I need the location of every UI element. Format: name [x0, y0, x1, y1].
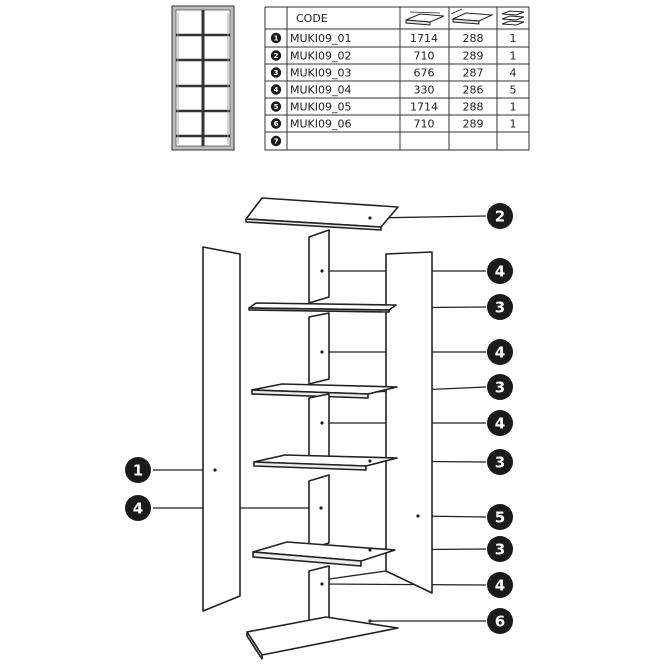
- table-row: [271, 50, 517, 63]
- callout-badge: [487, 536, 513, 562]
- part-length: 710: [413, 117, 435, 131]
- callout-badge: [487, 258, 513, 284]
- callout-number: 4: [132, 499, 144, 518]
- part-quantity: 1: [509, 100, 517, 114]
- table-row: [271, 84, 517, 97]
- callout-badge: [487, 410, 513, 436]
- callout-number: 4: [494, 414, 506, 433]
- part-width: 289: [462, 117, 484, 131]
- part-code: MUKI09_03: [290, 66, 352, 80]
- callout-number: 2: [494, 207, 506, 226]
- part-width: 287: [462, 66, 484, 80]
- divider-3: [309, 394, 329, 464]
- part-quantity: 1: [509, 32, 517, 45]
- callout-badge: [487, 449, 513, 475]
- row-number: 6: [273, 120, 279, 129]
- row-number: 1: [273, 34, 279, 43]
- part-code: MUKI09_01: [290, 32, 352, 45]
- code-header: CODE: [296, 12, 328, 25]
- panel-width-icon: [451, 9, 492, 24]
- shelf-4: [253, 542, 395, 566]
- row-number: 2: [273, 52, 279, 61]
- row-number: 3: [273, 69, 279, 78]
- callout-badge: [487, 294, 513, 320]
- callout-number: 3: [494, 378, 506, 397]
- callout-number: 4: [494, 576, 506, 595]
- panel-length-icon: [406, 12, 444, 25]
- divider-2: [309, 313, 329, 384]
- shelf-1: [249, 303, 396, 312]
- exploded-view: [125, 198, 513, 659]
- table-row: [271, 118, 517, 131]
- callout-badge: [487, 339, 513, 365]
- part-quantity: 4: [509, 66, 517, 80]
- callout-number: 3: [494, 298, 506, 317]
- parts-table: [265, 7, 529, 150]
- table-row: [271, 67, 517, 80]
- callout-badge: [487, 608, 513, 634]
- callout-badge: [487, 572, 513, 598]
- part-length: 1714: [410, 32, 438, 45]
- row-number: 4: [273, 86, 279, 95]
- part-code: MUKI09_04: [290, 83, 352, 97]
- part-length: 676: [413, 66, 435, 80]
- table-row: [271, 32, 517, 45]
- table-row: [271, 136, 281, 146]
- callout-badge: [125, 457, 151, 483]
- part-width: 289: [462, 49, 484, 63]
- part-width: 288: [462, 32, 484, 45]
- left-side-panel: [203, 247, 240, 611]
- divider-4: [309, 475, 329, 549]
- panel-quantity-icon: [502, 11, 524, 25]
- part-quantity: 1: [509, 49, 517, 63]
- row-number: 7: [273, 137, 279, 146]
- part-length: 330: [413, 83, 435, 97]
- callout-number: 6: [494, 612, 506, 631]
- part-width: 286: [462, 83, 484, 97]
- callout-number: 1: [132, 461, 144, 480]
- part-length: 710: [413, 49, 435, 63]
- part-code: MUKI09_02: [290, 49, 352, 63]
- callout-number: 3: [494, 540, 506, 559]
- bookcase-thumbnail: [172, 6, 234, 150]
- callout-badge: [487, 374, 513, 400]
- shelf-3: [254, 455, 397, 470]
- callout-number: 4: [494, 343, 506, 362]
- part-quantity: 5: [509, 83, 517, 97]
- callout-number: 3: [494, 453, 506, 472]
- callout-badge: [125, 495, 151, 521]
- callout-number: 4: [494, 262, 506, 281]
- right-side-panel: [386, 252, 432, 593]
- part-width: 288: [462, 100, 484, 114]
- part-quantity: 1: [509, 117, 517, 131]
- part-code: MUKI09_05: [290, 100, 352, 114]
- part-code: MUKI09_06: [290, 117, 352, 131]
- callout-number: 5: [494, 508, 506, 527]
- part-length: 1714: [410, 100, 438, 114]
- parts-table-rows: [271, 32, 517, 146]
- callout-badge: [487, 504, 513, 530]
- row-number: 5: [273, 103, 279, 112]
- callout-badge: [487, 203, 513, 229]
- divider-1: [309, 230, 329, 303]
- top-panel: [246, 198, 398, 230]
- table-row: [271, 101, 517, 114]
- bottom-panel: [247, 617, 398, 659]
